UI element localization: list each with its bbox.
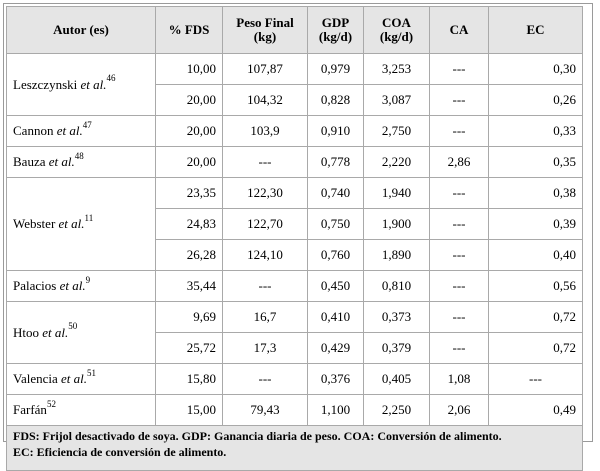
footnote (7, 426, 583, 471)
table-row (7, 364, 583, 395)
ca-cell: --- (430, 302, 489, 333)
author-cell: Cannon et al.$^{47}$ (7, 116, 156, 147)
coa-cell: 1,890 (364, 240, 430, 271)
gdp-cell: 0,778 (308, 147, 364, 178)
ca-cell: 2,06 (430, 395, 489, 426)
gdp-cell: 0,760 (308, 240, 364, 271)
ca-cell: 2,86 (430, 147, 489, 178)
gdp-cell: 0,750 (308, 209, 364, 240)
ec-cell: 0,49 (489, 395, 583, 426)
coa-cell: 3,087 (364, 85, 430, 116)
gdp-cell: 1,100 (308, 395, 364, 426)
ec-cell: 0,30 (489, 54, 583, 85)
table-row (7, 116, 583, 147)
header-coa: COA (kg/d) (364, 7, 430, 54)
ec-cell: 0,35 (489, 147, 583, 178)
ec-cell: 0,26 (489, 85, 583, 116)
ca-cell: --- (430, 240, 489, 271)
peso-cell: 16,7 (223, 302, 308, 333)
peso-cell: 124,10 (223, 240, 308, 271)
author-cell: Bauza et al.$^{48}$ (7, 147, 156, 178)
author-cell: Valencia et al.$^{51}$ (7, 364, 156, 395)
ca-cell: --- (430, 271, 489, 302)
peso-cell: 103,9 (223, 116, 308, 147)
fds-cell: 20,00 (156, 147, 223, 178)
coa-cell: 0,810 (364, 271, 430, 302)
fds-cell: 24,83 (156, 209, 223, 240)
author-cell: Palacios et al.$^9$ (7, 271, 156, 302)
peso-cell: 17,3 (223, 333, 308, 364)
gdp-cell: 0,450 (308, 271, 364, 302)
fds-cell: 26,28 (156, 240, 223, 271)
ec-cell: 0,38 (489, 178, 583, 209)
header-peso: Peso Final (kg) (223, 7, 308, 54)
fds-cell: 20,00 (156, 116, 223, 147)
ec-cell: 0,72 (489, 333, 583, 364)
peso-cell: 122,30 (223, 178, 308, 209)
peso-cell: 104,32 (223, 85, 308, 116)
footnote-line-1: FDS: Frijol desactivado de soya. GDP: Ganancia diaria de peso. COA: Conversión de alimento. (13, 429, 502, 443)
ec-cell: 0,56 (489, 271, 583, 302)
table-row (7, 54, 583, 85)
coa-cell: 2,220 (364, 147, 430, 178)
author-cell: Webster et al.$^{11}$ (7, 178, 156, 271)
ec-cell: 0,40 (489, 240, 583, 271)
fds-cell: 15,00 (156, 395, 223, 426)
gdp-cell: 0,740 (308, 178, 364, 209)
coa-cell: 3,253 (364, 54, 430, 85)
footnote-row (7, 426, 583, 471)
table-row (7, 178, 583, 209)
ec-cell: 0,33 (489, 116, 583, 147)
gdp-cell: 0,910 (308, 116, 364, 147)
coa-cell: 1,940 (364, 178, 430, 209)
peso-cell: 122,70 (223, 209, 308, 240)
fds-cell: 25,72 (156, 333, 223, 364)
gdp-cell: 0,376 (308, 364, 364, 395)
ca-cell: --- (430, 54, 489, 85)
peso-cell: 79,43 (223, 395, 308, 426)
peso-cell: --- (223, 364, 308, 395)
data-table (6, 6, 583, 471)
header-fds: % FDS (156, 7, 223, 54)
peso-cell: --- (223, 147, 308, 178)
coa-cell: 1,900 (364, 209, 430, 240)
coa-cell: 0,405 (364, 364, 430, 395)
fds-cell: 35,44 (156, 271, 223, 302)
gdp-cell: 0,828 (308, 85, 364, 116)
ca-cell: --- (430, 85, 489, 116)
header-autor: Autor (es) (7, 7, 156, 54)
header-gdp: GDP (kg/d) (308, 7, 364, 54)
author-cell: Farfán$^{52}$ (7, 395, 156, 426)
gdp-cell: 0,429 (308, 333, 364, 364)
header-row (7, 7, 583, 54)
ec-cell: 0,72 (489, 302, 583, 333)
ca-cell: 1,08 (430, 364, 489, 395)
author-cell: Leszczynski et al.$^{46}$ (7, 54, 156, 116)
ca-cell: --- (430, 209, 489, 240)
header-ca: CA (430, 7, 489, 54)
fds-cell: 20,00 (156, 85, 223, 116)
fds-cell: 10,00 (156, 54, 223, 85)
table-row (7, 395, 583, 426)
coa-cell: 2,250 (364, 395, 430, 426)
table-row (7, 271, 583, 302)
fds-cell: 23,35 (156, 178, 223, 209)
coa-cell: 2,750 (364, 116, 430, 147)
fds-cell: 9,69 (156, 302, 223, 333)
header-ec: EC (489, 7, 583, 54)
ca-cell: --- (430, 178, 489, 209)
author-cell: Htoo et al.$^{50}$ (7, 302, 156, 364)
coa-cell: 0,373 (364, 302, 430, 333)
ca-cell: --- (430, 116, 489, 147)
gdp-cell: 0,410 (308, 302, 364, 333)
ec-cell: 0,39 (489, 209, 583, 240)
table-row (7, 302, 583, 333)
peso-cell: --- (223, 271, 308, 302)
coa-cell: 0,379 (364, 333, 430, 364)
ec-cell: --- (489, 364, 583, 395)
fds-cell: 15,80 (156, 364, 223, 395)
table-row (7, 147, 583, 178)
peso-cell: 107,87 (223, 54, 308, 85)
ca-cell: --- (430, 333, 489, 364)
footnote-line-2: EC: Eficiencia de conversión de alimento. (13, 445, 227, 459)
gdp-cell: 0,979 (308, 54, 364, 85)
